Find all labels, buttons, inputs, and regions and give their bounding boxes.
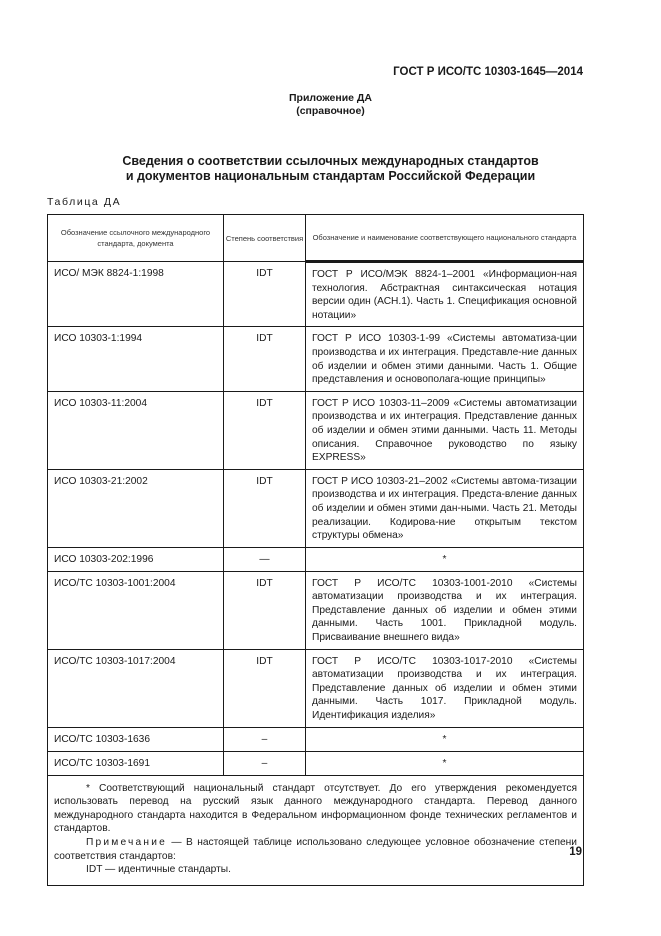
table-row <box>48 262 584 327</box>
appendix-type: (справочное) <box>296 105 365 117</box>
table-row <box>48 391 584 469</box>
national-standard-cell: * <box>306 751 584 775</box>
degree-cell: – <box>224 727 306 751</box>
degree-cell: – <box>224 751 306 775</box>
standard-code: ГОСТ Р ИСО/ТС 10303-1645—2014 <box>393 66 583 78</box>
national-standard-cell: ГОСТ Р ИСО 10303-1-99 «Системы автоматиза-ции производства и их интеграция. Представле-ние данных об изделии и обмен этими данными. Часть 1. Общие представления и основополага-ющие принципы» <box>306 327 584 391</box>
national-standard-cell: ГОСТ Р ИСО 10303-11–2009 «Системы автоматизации производства и их интеграция. Представление данных об изделии и обмен этими данными. Часть 11. Методы описания. Справочное руководство по языку EXPRESS» <box>306 391 584 469</box>
table-row <box>48 571 584 649</box>
page-number: 19 <box>569 846 582 858</box>
correspondence-table <box>47 214 584 886</box>
note-label: Примечание <box>86 837 167 848</box>
degree-cell: IDT <box>224 262 306 327</box>
table-row <box>48 327 584 391</box>
note-idt-definition: IDT — идентичные стандарты. <box>86 864 231 876</box>
degree-cell: — <box>224 547 306 571</box>
appendix-heading <box>0 92 661 118</box>
national-standard-cell: ГОСТ Р ИСО/ТС 10303-1017-2010 «Системы автоматизации производства и их интеграция. Представление данных об изделии и обмен этими данными. Часть 1017. Прикладной модуль. Идентификация изделия» <box>306 649 584 727</box>
table-footnote-row <box>48 775 584 885</box>
table-row <box>48 727 584 751</box>
ref-standard-cell: ИСО/ТС 10303-1001:2004 <box>48 571 224 649</box>
note-text: — В настоящей таблице использовано следующее условное обозначение степени соответствия стандартов: <box>54 837 577 862</box>
title-line-2: и документов национальным стандартам Российской Федерации <box>125 169 536 183</box>
table-row <box>48 751 584 775</box>
ref-standard-cell: ИСО 10303-202:1996 <box>48 547 224 571</box>
ref-standard-cell: ИСО/ МЭК 8824-1:1998 <box>48 262 224 327</box>
ref-standard-cell: ИСО/ТС 10303-1691 <box>48 751 224 775</box>
table-footnote-cell <box>48 775 584 885</box>
header-degree: Степень соответствия <box>224 215 306 262</box>
degree-cell: IDT <box>224 571 306 649</box>
national-standard-cell: ГОСТ Р ИСО/ТС 10303-1001-2010 «Системы автоматизации производства и их интеграция. Представление данных об изделии и обмен этими данными. Часть 1001. Прикладной модуль. Присваивание внешнего вида» <box>306 571 584 649</box>
degree-cell: IDT <box>224 649 306 727</box>
table-row <box>48 547 584 571</box>
national-standard-cell: ГОСТ Р ИСО/МЭК 8824-1–2001 «Информацион-ная технология. Абстрактная синтаксическая нотация версии один (АСН.1). Часть 1. Спецификация основной нотации» <box>306 262 584 327</box>
national-standard-cell: * <box>306 727 584 751</box>
degree-cell: IDT <box>224 391 306 469</box>
ref-standard-cell: ИСО 10303-1:1994 <box>48 327 224 391</box>
note-paragraph <box>54 836 577 863</box>
title-line-1: Сведения о соответствии ссылочных международных стандартов <box>122 154 539 168</box>
appendix-name: Приложение ДА <box>289 92 372 104</box>
national-standard-cell: * <box>306 547 584 571</box>
national-standard-cell: ГОСТ Р ИСО 10303-21–2002 «Системы автома-тизации производства и их интеграция. Предста-вление данных об изделии и обмен этими дан-ными. Часть 21. Методы реализации. Кодирова-ние открытым текстом структуры обмена» <box>306 469 584 547</box>
header-ref-standard: Обозначение ссылочного международного стандарта, документа <box>48 215 224 262</box>
page-title <box>40 154 621 184</box>
table-label: Таблица ДА <box>47 196 122 208</box>
table-row <box>48 469 584 547</box>
ref-standard-cell: ИСО/ТС 10303-1636 <box>48 727 224 751</box>
degree-cell: IDT <box>224 469 306 547</box>
footnote-text: * Соответствующий национальный стандарт отсутствует. До его утверждения рекомендуется использовать перевод на русский язык данного международного стандарта. Перевод данного международного стандарта находится в Федеральном информационном фонде технических регламентов и стандартов. <box>54 782 577 835</box>
table-row <box>48 649 584 727</box>
ref-standard-cell: ИСО 10303-11:2004 <box>48 391 224 469</box>
table-header-row <box>48 215 584 262</box>
degree-cell: IDT <box>224 327 306 391</box>
ref-standard-cell: ИСО 10303-21:2002 <box>48 469 224 547</box>
ref-standard-cell: ИСО/ТС 10303-1017:2004 <box>48 649 224 727</box>
header-national-standard: Обозначение и наименование соответствующего национального стандарта <box>306 215 584 262</box>
